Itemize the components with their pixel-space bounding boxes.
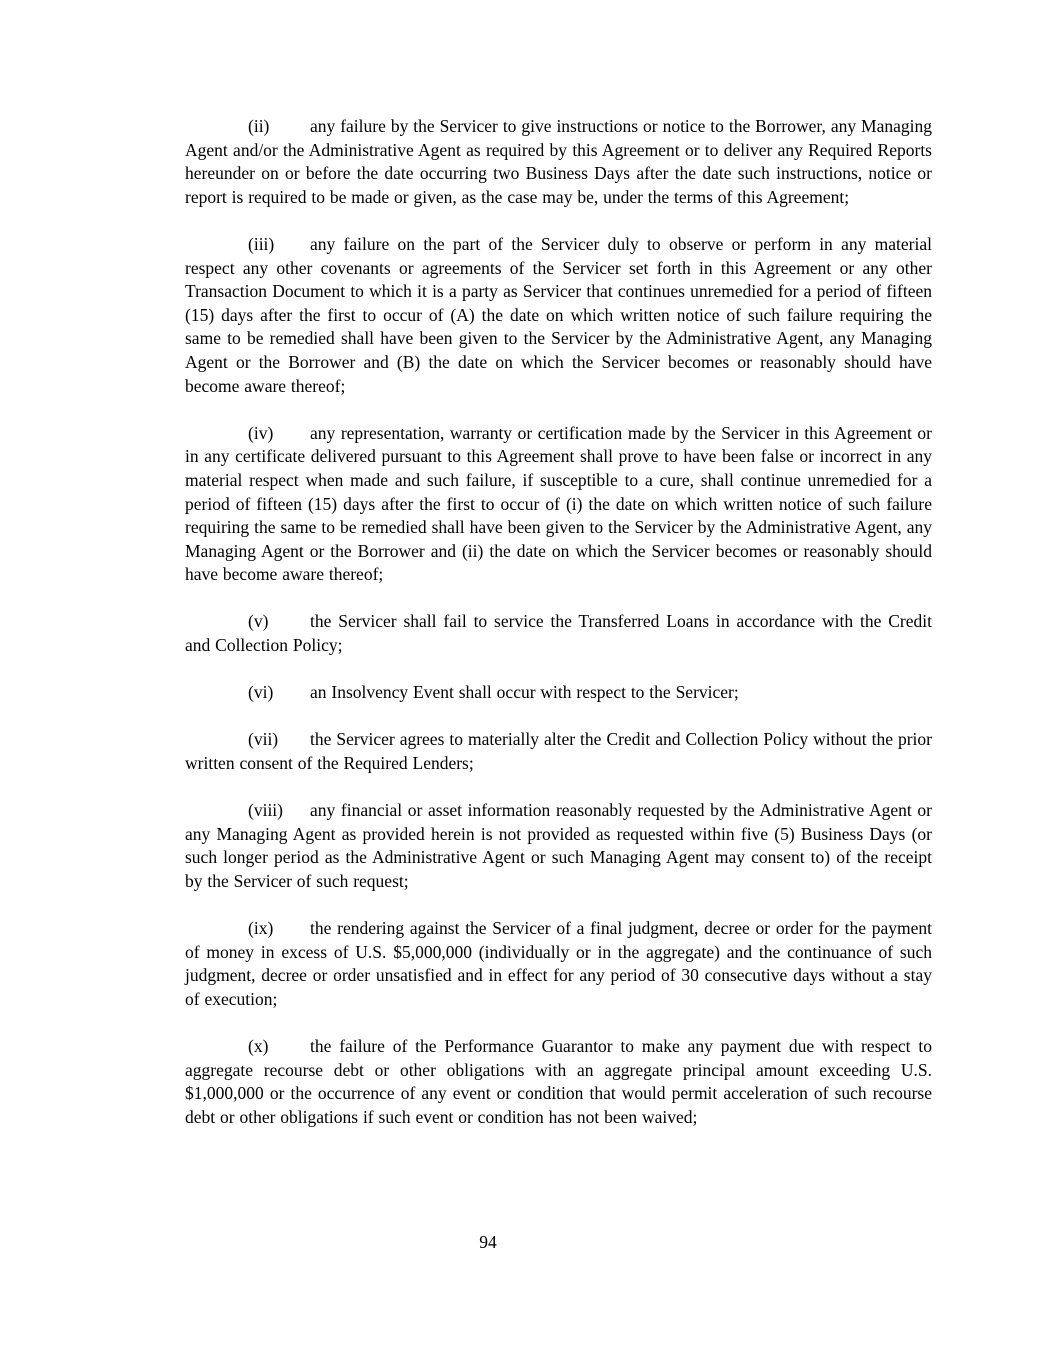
clause-x-marker: (x) [248, 1036, 269, 1057]
clause-viii [185, 799, 932, 893]
clause-ix-text: the rendering against the Servicer of a final judgment, decree or order for the payment of money in excess of U.S. $5,000,000 (individually or in the aggregate) and the continuance of such judgment, decree or order unsatisfied and in effect for any period of 30 consecutive days without a stay of execution; [185, 918, 932, 1009]
clause-iii [185, 233, 932, 398]
clause-ii-marker: (ii) [248, 116, 270, 136]
clause-iv [185, 422, 932, 587]
clause-vii [185, 728, 932, 775]
clause-v-marker: (v) [248, 611, 269, 632]
page-number: 94 [479, 1232, 497, 1252]
clause-ix [185, 917, 932, 1011]
clause-vi-text: an Insolvency Event shall occur with respect to the Servicer; [310, 682, 739, 703]
clause-iii-marker: (iii) [248, 233, 275, 254]
clause-vi [185, 681, 932, 705]
clause-vi-marker: (vi) [248, 682, 274, 703]
clause-iv-text: any representation, warranty or certification made by the Servicer in this Agreement or in any certificate delivered pursuant to this Agreement shall prove to have been false or incorrect in any material respect when made and such failure, if susceptible to a cure, shall continue unremedied for a period of fifteen (15) days after the first to occur of (i) the date on which written notice of such failure requiring the same to be remedied shall have been given to the Servicer by the Administrative Agent, any Managing Agent or the Borrower and (ii) the date on which the Servicer becomes or reasonably should have become aware thereof; [185, 422, 932, 585]
document-body [185, 115, 932, 1130]
clause-ii [185, 115, 932, 209]
clause-vii-marker: (vii) [248, 729, 279, 750]
clause-ii-text: any failure by the Servicer to give instructions or notice to the Borrower, any Managing Agent and/or the Administrative Agent as required by this Agreement or to deliver any Required Reports hereunder on or before the date occurring two Business Days after the date such instructions, notice or report is required to be made or given, as the case may be, under the terms of this Agreement; [185, 116, 932, 207]
clause-x-text: the failure of the Performance Guarantor to make any payment due with respect to aggregate recourse debt or other obligations with an aggregate principal amount exceeding U.S. $1,000,000 or the occurrence of any event or condition that would permit acceleration of such recourse debt or other obligations if such event or condition has not been waived; [185, 1036, 932, 1127]
clause-viii-text: any financial or asset information reasonably requested by the Administrative Agent or any Managing Agent as provided herein is not provided as requested within five (5) Business Days (or such longer period as the Administrative Agent or such Managing Agent may consent to) of the receipt by the Servicer of such request; [185, 800, 932, 891]
clause-v [185, 610, 932, 657]
clause-iii-text: any failure on the part of the Servicer duly to observe or perform in any material respect any other covenants or agreements of the Servicer set forth in this Agreement or any other Transaction Document to which it is a party as Servicer that continues unremedied for a period of fifteen (15) days after the first to occur of (A) the date on which written notice of such failure requiring the same to be remedied shall have been given to the Servicer by the Administrative Agent, any Managing Agent or the Borrower and (B) the date on which the Servicer becomes or reasonably should have become aware thereof; [185, 233, 932, 396]
clause-vii-text: the Servicer agrees to materially alter the Credit and Collection Policy without the prior written consent of the Required Lenders; [185, 729, 932, 774]
clause-viii-marker: (viii) [248, 800, 283, 821]
clause-ix-marker: (ix) [248, 918, 274, 939]
clause-x [185, 1035, 932, 1129]
clause-v-text: the Servicer shall fail to service the Transferred Loans in accordance with the Credit and Collection Policy; [185, 611, 932, 656]
clause-iv-marker: (iv) [248, 422, 274, 443]
